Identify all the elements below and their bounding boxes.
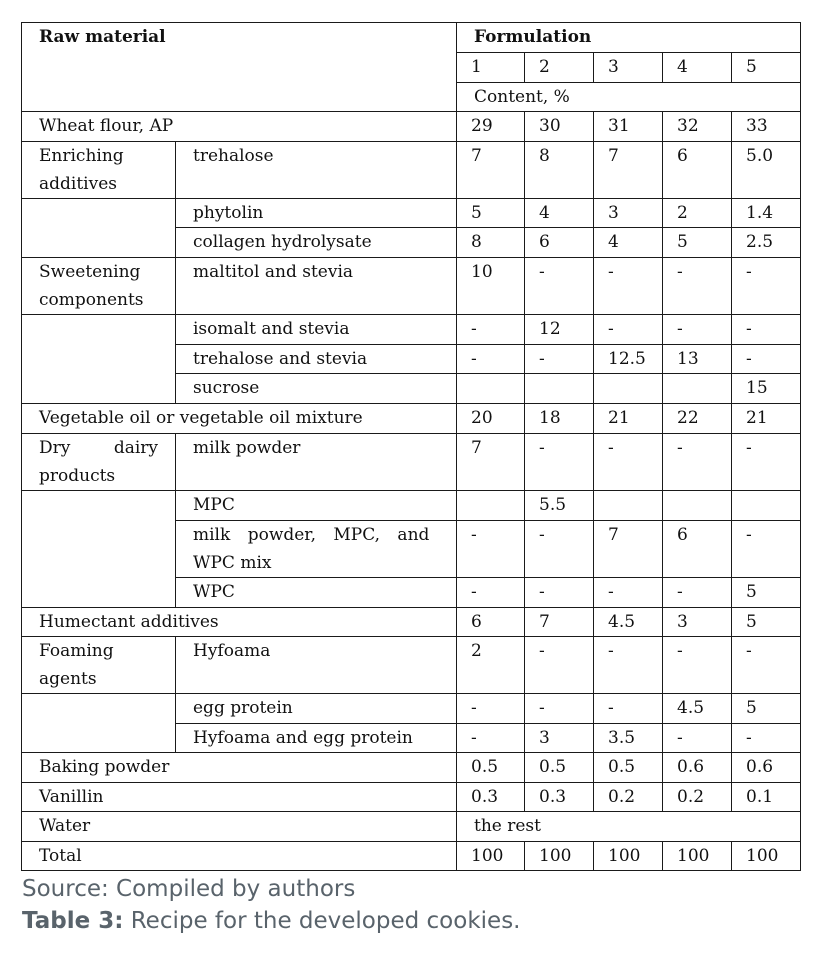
cell-value: 0.1 [732, 783, 801, 812]
group-label: Sweetening components [22, 258, 176, 315]
cell-value: the rest [457, 812, 801, 842]
cell-value: - [525, 345, 594, 374]
cell-value: - [732, 315, 801, 345]
row-label: Vanillin [22, 783, 457, 812]
header-content-unit: Content, % [457, 83, 801, 112]
cell-value: 0.6 [732, 753, 801, 783]
cell-value: 0.5 [525, 753, 594, 783]
row-label: isomalt and stevia [176, 315, 457, 345]
table-row [22, 783, 801, 812]
table-row [22, 404, 801, 434]
table-row [22, 694, 801, 724]
cell-value: 6 [663, 142, 732, 199]
cell-value: 15 [732, 374, 801, 404]
table-caption [22, 908, 520, 934]
row-label: maltitol and stevia [176, 258, 457, 315]
row-label: Baking powder [22, 753, 457, 783]
cell-value: 0.6 [663, 753, 732, 783]
empty-group-cell [22, 694, 176, 753]
cell-value: - [663, 434, 732, 491]
table-row [22, 812, 801, 842]
cell-value [457, 491, 525, 521]
cell-value: 100 [732, 842, 801, 871]
cell-value: - [663, 315, 732, 345]
cell-value: - [525, 637, 594, 694]
cell-value: 1.4 [732, 199, 801, 228]
cell-value: 7 [594, 521, 663, 578]
cell-value: 20 [457, 404, 525, 434]
cell-value: 6 [525, 228, 594, 258]
row-label: Wheat flour, AP [22, 112, 457, 142]
cell-value: 33 [732, 112, 801, 142]
header-formulation-number: 4 [663, 53, 732, 83]
recipe-table [21, 22, 801, 871]
cell-value: 0.3 [525, 783, 594, 812]
row-label: Water [22, 812, 457, 842]
row-label [176, 521, 457, 578]
cell-value: 4.5 [594, 608, 663, 637]
cell-value: 0.5 [594, 753, 663, 783]
table-row [22, 142, 801, 199]
cell-value: - [732, 637, 801, 694]
cell-value: 3 [525, 724, 594, 753]
row-label: trehalose and stevia [176, 345, 457, 374]
cell-value: - [525, 258, 594, 315]
cell-value: - [732, 345, 801, 374]
row-label: Total [22, 842, 457, 871]
cell-value: 7 [457, 142, 525, 199]
cell-value: - [594, 694, 663, 724]
row-label: milk powder [176, 434, 457, 491]
cell-value: - [594, 258, 663, 315]
cell-value: 29 [457, 112, 525, 142]
cell-value [525, 374, 594, 404]
table-row [22, 315, 801, 345]
cell-value: - [663, 258, 732, 315]
row-label: collagen hydrolysate [176, 228, 457, 258]
row-label: WPC [176, 578, 457, 608]
header-formulation: Formulation [457, 23, 801, 53]
cell-value: - [457, 578, 525, 608]
cell-value: - [457, 345, 525, 374]
cell-value: 2.5 [732, 228, 801, 258]
cell-value: - [732, 258, 801, 315]
row-label: phytolin [176, 199, 457, 228]
cell-value: 100 [525, 842, 594, 871]
cell-value: - [594, 578, 663, 608]
cell-value: 0.3 [457, 783, 525, 812]
cell-value: 100 [457, 842, 525, 871]
cell-value: - [732, 521, 801, 578]
cell-value: 2 [457, 637, 525, 694]
row-label: egg protein [176, 694, 457, 724]
row-label-line: WPC mix [193, 553, 272, 573]
row-label: Humectant additives [22, 608, 457, 637]
cell-value: 6 [457, 608, 525, 637]
cell-value: 32 [663, 112, 732, 142]
cell-value: 30 [525, 112, 594, 142]
cell-value: 8 [525, 142, 594, 199]
cell-value: 5.0 [732, 142, 801, 199]
cell-value: - [457, 315, 525, 345]
cell-value: 31 [594, 112, 663, 142]
cell-value: 8 [457, 228, 525, 258]
empty-group-cell [22, 491, 176, 608]
table-row [22, 608, 801, 637]
row-label: Hyfoama [176, 637, 457, 694]
cell-value: 3 [594, 199, 663, 228]
cell-value [732, 491, 801, 521]
cell-value: 21 [594, 404, 663, 434]
row-label: Hyfoama and egg protein [176, 724, 457, 753]
table-row [22, 637, 801, 694]
group-label-word: Dry [39, 438, 71, 458]
source-note: Source: Compiled by authors [22, 876, 356, 902]
cell-value: 2 [663, 199, 732, 228]
cell-value: 18 [525, 404, 594, 434]
cell-value: - [663, 724, 732, 753]
table-row [22, 112, 801, 142]
cell-value: 12 [525, 315, 594, 345]
row-label: MPC [176, 491, 457, 521]
table-row [22, 491, 801, 521]
cell-value: 13 [663, 345, 732, 374]
cell-value: 5 [732, 694, 801, 724]
cell-value: - [663, 578, 732, 608]
cell-value: - [525, 521, 594, 578]
cell-value [594, 491, 663, 521]
cell-value: 5 [732, 578, 801, 608]
group-label: Foaming agents [22, 637, 176, 694]
group-label [22, 434, 176, 491]
cell-value: 3.5 [594, 724, 663, 753]
table-row [22, 199, 801, 228]
cell-value: 4 [594, 228, 663, 258]
cell-value: 0.2 [663, 783, 732, 812]
header-formulation-number: 1 [457, 53, 525, 83]
table-caption-title: Recipe for the developed cookies. [123, 908, 521, 934]
empty-group-cell [22, 315, 176, 404]
header-raw-material: Raw material [22, 23, 457, 112]
cell-value: 0.5 [457, 753, 525, 783]
cell-value: 100 [663, 842, 732, 871]
row-label: sucrose [176, 374, 457, 404]
cell-value: - [525, 694, 594, 724]
group-label-word: products [39, 466, 116, 486]
empty-group-cell [22, 199, 176, 258]
cell-value: 21 [732, 404, 801, 434]
cell-value: - [457, 521, 525, 578]
cell-value: - [457, 724, 525, 753]
group-label: Enriching additives [22, 142, 176, 199]
cell-value: 3 [663, 608, 732, 637]
row-label-line [193, 521, 439, 549]
table-caption-label: Table 3: [22, 908, 124, 934]
cell-value: - [732, 724, 801, 753]
cell-value: 12.5 [594, 345, 663, 374]
cell-value: - [457, 694, 525, 724]
cell-value: 5 [663, 228, 732, 258]
cell-value: 5 [457, 199, 525, 228]
header-formulation-number: 5 [732, 53, 801, 83]
cell-value: 7 [525, 608, 594, 637]
row-label-line-text: milk powder, MPC, and [193, 525, 430, 545]
cell-value: - [525, 578, 594, 608]
cell-value: - [732, 434, 801, 491]
group-label-word: dairy [113, 438, 158, 458]
cell-value: - [663, 637, 732, 694]
table-row [22, 842, 801, 871]
cell-value: 6 [663, 521, 732, 578]
table-row [22, 434, 801, 491]
cell-value: 22 [663, 404, 732, 434]
cell-value: - [594, 434, 663, 491]
row-label: Vegetable oil or vegetable oil mixture [22, 404, 457, 434]
cell-value: - [594, 315, 663, 345]
header-formulation-number: 2 [525, 53, 594, 83]
cell-value: 4.5 [663, 694, 732, 724]
cell-value: 4 [525, 199, 594, 228]
cell-value: - [525, 434, 594, 491]
table-row [22, 753, 801, 783]
table-row [22, 258, 801, 315]
cell-value: 7 [594, 142, 663, 199]
cell-value: 7 [457, 434, 525, 491]
row-label: trehalose [176, 142, 457, 199]
cell-value [663, 374, 732, 404]
cell-value: 0.2 [594, 783, 663, 812]
cell-value: 100 [594, 842, 663, 871]
header-formulation-number: 3 [594, 53, 663, 83]
cell-value [594, 374, 663, 404]
cell-value: 10 [457, 258, 525, 315]
cell-value: 5.5 [525, 491, 594, 521]
cell-value [457, 374, 525, 404]
cell-value: 5 [732, 608, 801, 637]
cell-value [663, 491, 732, 521]
cell-value: - [594, 637, 663, 694]
